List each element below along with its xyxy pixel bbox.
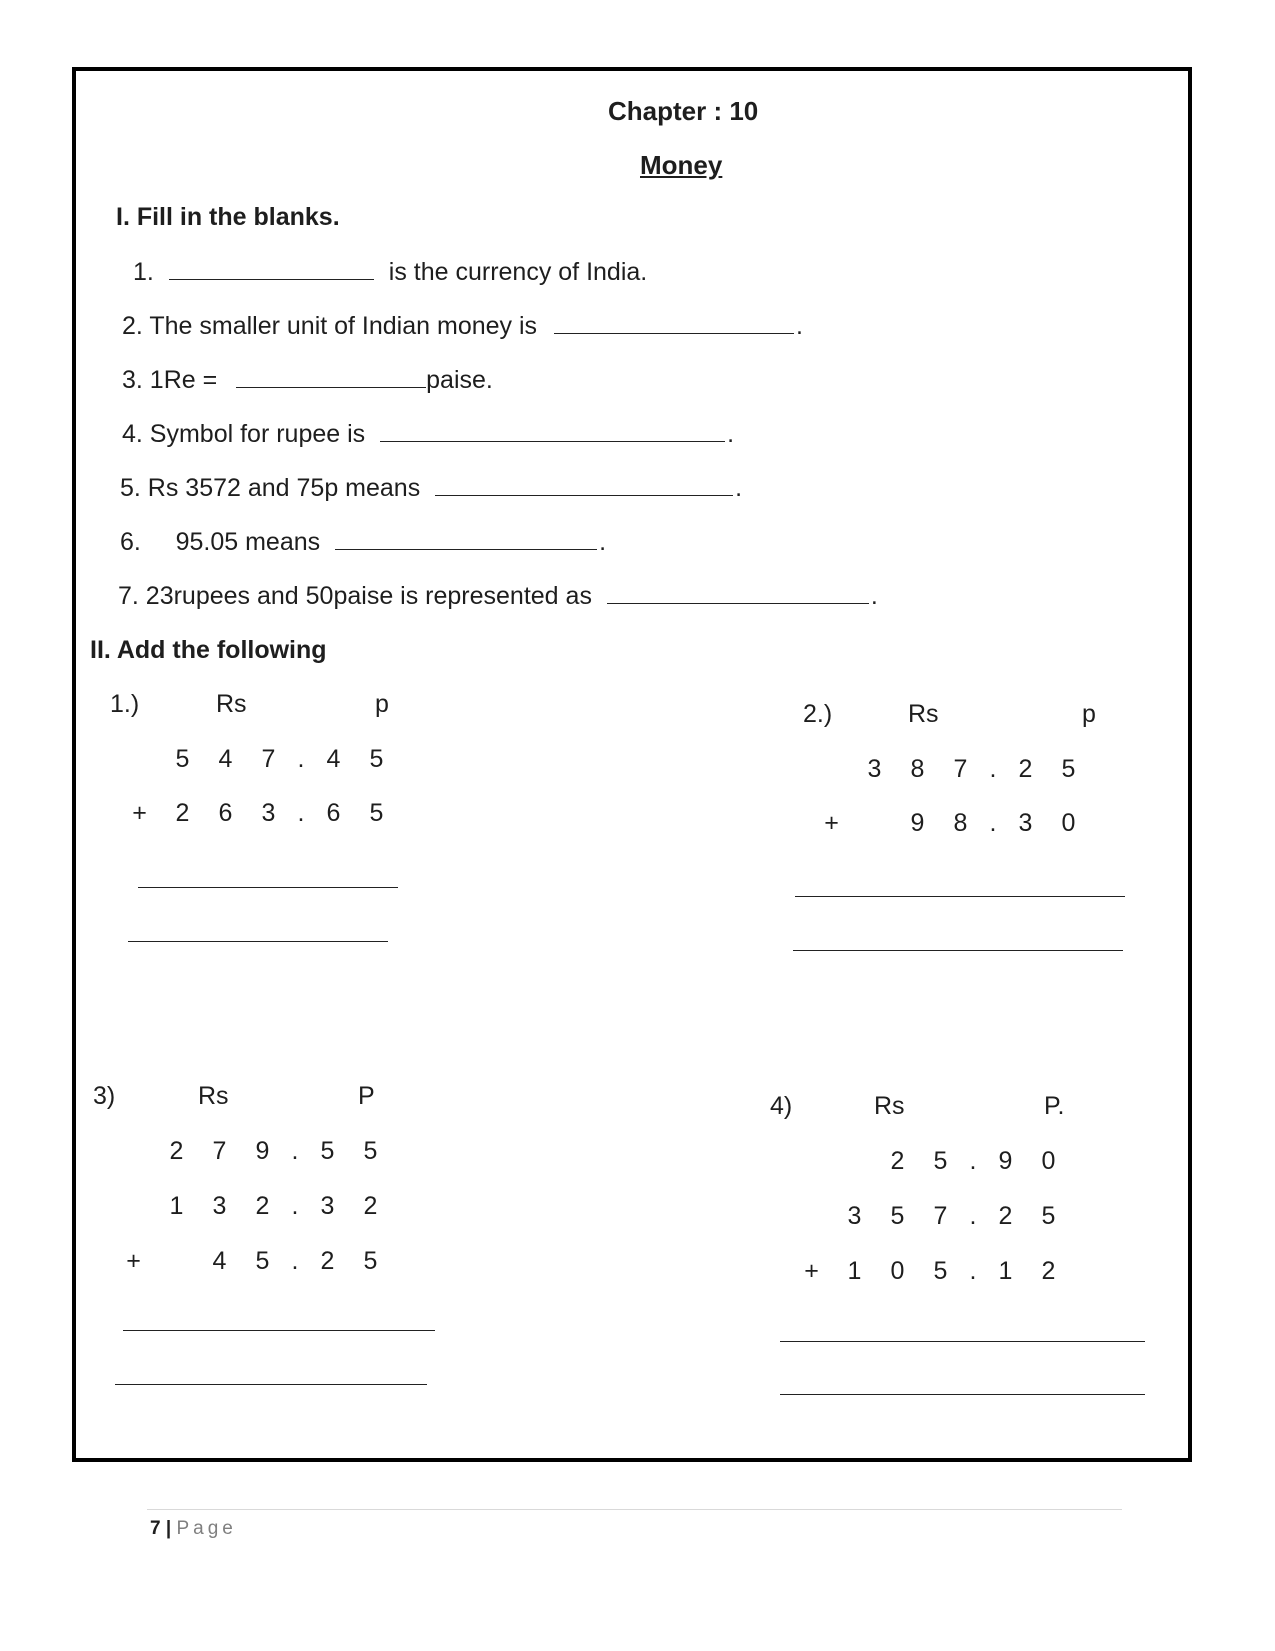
addend-row [112,1247,392,1276]
digit: 3 [212,1192,227,1220]
page-footer [150,1518,237,1540]
digit: 5 [363,1247,378,1275]
question-text: . [599,528,607,556]
decimal-point: . [989,755,997,783]
digit: 3 [1018,809,1033,837]
problem-2-label: 2.) [803,700,833,728]
digit: 3 [867,755,882,783]
question-text: . [795,312,803,340]
addend-row [790,1202,1070,1231]
digit: 2 [1018,755,1033,783]
plus-sign: + [824,809,839,837]
question-text: 2. The smaller unit of Indian money is [122,312,538,340]
answer-blank[interactable] [554,332,794,334]
decimal-point: . [291,1137,299,1165]
decimal-point: . [297,799,305,827]
footer-divider [147,1509,1122,1510]
question-text: . [870,582,878,610]
digit: 2 [998,1202,1013,1230]
digit: 5 [933,1257,948,1285]
digit: 4 [326,745,341,773]
digit: 3 [261,799,276,827]
problem-3-label: 3) [93,1082,116,1110]
digit: 2 [169,1137,184,1165]
question-6 [120,528,606,557]
sum-line [795,896,1125,897]
sum-line [138,887,398,888]
paise-header: P [358,1082,375,1110]
digit: 1 [169,1192,184,1220]
rupees-header: Rs [198,1082,229,1110]
digit: 3 [320,1192,335,1220]
digit: 5 [1041,1202,1056,1230]
digit: 7 [933,1202,948,1230]
decimal-point: . [969,1202,977,1230]
digit: 7 [261,745,276,773]
question-2 [122,312,803,341]
question-text: 4. Symbol for rupee is [122,420,366,448]
digit: 5 [933,1147,948,1175]
question-5 [120,474,742,503]
answer-line[interactable] [115,1384,427,1385]
digit: 2 [1041,1257,1056,1285]
digit: 0 [1041,1147,1056,1175]
page-title: Money [640,150,723,180]
question-text: 1. [133,258,154,286]
question-7 [118,582,878,611]
digit: 5 [369,799,384,827]
digit: 7 [953,755,968,783]
question-text: . [735,474,743,502]
answer-blank[interactable] [435,494,733,496]
digit: 3 [847,1202,862,1230]
question-text: . [727,420,735,448]
question-3 [122,366,493,395]
decimal-point: . [989,809,997,837]
digit: 9 [998,1147,1013,1175]
paise-header: p [375,690,389,718]
question-text: 5. Rs 3572 and 75p means [120,474,421,502]
digit: 5 [1061,755,1076,783]
plus-sign: + [132,799,147,827]
digit: 2 [255,1192,270,1220]
digit: 5 [890,1202,905,1230]
answer-line[interactable] [793,950,1123,951]
sum-line [780,1341,1145,1342]
addend-row [790,1257,1070,1286]
question-text: 6. 95.05 means [120,528,321,556]
plus-sign: + [804,1257,819,1285]
answer-line[interactable] [128,941,388,942]
page-number: 7 [150,1518,161,1539]
digit: 6 [218,799,233,827]
answer-blank[interactable] [335,548,597,550]
addend-row [810,755,1090,784]
digit: 8 [910,755,925,783]
paise-header: p [1082,700,1096,728]
digit: 5 [363,1137,378,1165]
digit: 4 [218,745,233,773]
digit: 2 [363,1192,378,1220]
addend-row [790,1147,1070,1176]
rupees-header: Rs [216,690,247,718]
rupees-header: Rs [908,700,939,728]
digit: 0 [1061,809,1076,837]
answer-blank[interactable] [380,440,725,442]
digit: 6 [326,799,341,827]
question-text: is the currency of India. [388,258,648,286]
answer-blank[interactable] [607,602,869,604]
decimal-point: . [291,1192,299,1220]
section1-heading: I. Fill in the blanks. [116,203,340,231]
digit: 0 [890,1257,905,1285]
sum-line [123,1330,435,1331]
problem-4-label: 4) [770,1092,793,1120]
digit: 5 [175,745,190,773]
digit: 4 [212,1247,227,1275]
decimal-point: . [297,745,305,773]
digit: 2 [890,1147,905,1175]
addend-row [810,809,1090,838]
question-4 [122,420,734,449]
digit: 7 [212,1137,227,1165]
question-text: 7. 23rupees and 50paise is represented as [118,582,592,610]
paise-header: P. [1044,1092,1065,1120]
addend-row [118,745,398,774]
rupees-header: Rs [874,1092,905,1120]
decimal-point: . [291,1247,299,1275]
answer-line[interactable] [780,1394,1145,1395]
decimal-point: . [969,1257,977,1285]
digit: 1 [847,1257,862,1285]
digit: 8 [953,809,968,837]
question-1 [133,258,647,287]
digit: 9 [910,809,925,837]
digit: 5 [255,1247,270,1275]
digit: 2 [320,1247,335,1275]
answer-blank[interactable] [236,386,426,388]
digit: 9 [255,1137,270,1165]
digit: 5 [369,745,384,773]
page-label: Page [176,1518,237,1539]
digit: 5 [320,1137,335,1165]
digit: 2 [175,799,190,827]
answer-blank[interactable] [169,278,374,280]
digit: 1 [998,1257,1013,1285]
section2-heading: II. Add the following [90,636,327,664]
problem-1-label: 1.) [110,690,140,718]
question-text: 3. 1Re = [122,366,218,394]
addend-row [118,799,398,828]
footer-separator: | [165,1518,172,1539]
chapter-label: Chapter : 10 [608,96,759,126]
addend-row [112,1192,392,1221]
plus-sign: + [126,1247,141,1275]
decimal-point: . [969,1147,977,1175]
question-text: paise. [426,366,493,394]
addend-row [112,1137,392,1166]
